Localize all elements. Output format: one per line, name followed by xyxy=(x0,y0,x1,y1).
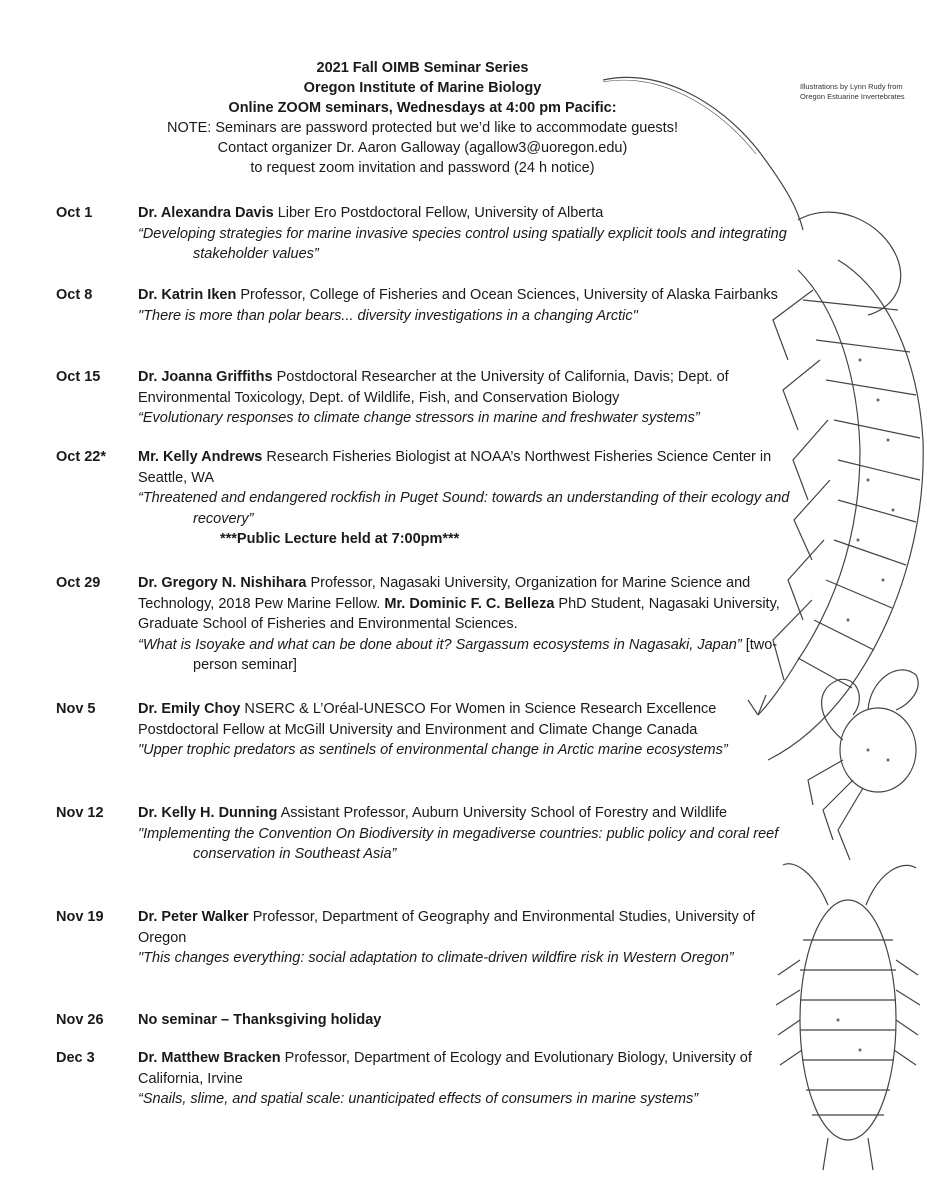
note-line: NOTE: Seminars are password protected but we’d like to accommodate guests! xyxy=(167,120,678,136)
seminar-date: Dec 3 xyxy=(56,1050,95,1066)
speaker-line xyxy=(138,203,793,224)
seminar-date: Oct 8 xyxy=(56,287,93,303)
seminar-details xyxy=(138,1048,793,1110)
contact-line: Contact organizer Dr. Aaron Galloway (agallow3@uoregon.edu) xyxy=(217,140,628,156)
talk-title: "There is more than polar bears... diversity investigations in a changing Arctic" xyxy=(138,307,638,324)
speaker-line xyxy=(138,285,793,306)
seminar-date: Nov 5 xyxy=(56,701,96,717)
seminar-date: Oct 22* xyxy=(56,449,106,465)
speaker-affiliation: Postdoctoral Researcher at the University of California, Davis; Dept. of Environmental Toxicology, Dept. of Wildlife, Fish, and Conservation Biology xyxy=(138,369,729,406)
speaker-line xyxy=(138,367,793,408)
second-speaker-affiliation: PhD Student, Nagasaki University, Graduate School of Fisheries and Environmental Sciences. xyxy=(138,595,780,632)
seminar-details xyxy=(138,573,793,676)
speaker-line xyxy=(138,803,793,824)
request-line: to request zoom invitation and password (24 h notice) xyxy=(250,160,595,176)
seminar-date: Nov 26 xyxy=(56,1012,104,1028)
speaker-name: Dr. Joanna Griffiths xyxy=(138,369,273,385)
speaker-name: Mr. Kelly Andrews xyxy=(138,449,263,465)
speaker-name: Dr. Alexandra Davis xyxy=(138,205,274,221)
speaker-affiliation: Assistant Professor, Auburn University School of Forestry and Wildlife xyxy=(277,805,728,821)
series-title: 2021 Fall OIMB Seminar Series xyxy=(316,60,529,76)
talk-format-note: [two-person seminar] xyxy=(193,636,778,673)
seminar-details xyxy=(138,203,793,265)
seminar-details xyxy=(138,447,793,550)
talk-title: “What is Isoyake and what can be done about it? Sargassum ecosystems in Nagasaki, Japan” xyxy=(138,636,742,653)
talk-title: “Threatened and endangered rockfish in Puget Sound: towards an understanding of their ecology and recovery” xyxy=(138,490,790,527)
speaker-affiliation: Research Fisheries Biologist at NOAA’s Northwest Fisheries Science Center in Seattle, WA xyxy=(138,449,772,486)
speaker-name: Dr. Peter Walker xyxy=(138,909,249,925)
seminar-date: Oct 15 xyxy=(56,369,101,385)
speaker-name: Dr. Emily Choy xyxy=(138,701,241,717)
seminar-details xyxy=(138,285,793,326)
illustration-credit xyxy=(800,82,920,102)
speaker-name: Dr. Katrin Iken xyxy=(138,287,237,303)
institute-name: Oregon Institute of Marine Biology xyxy=(303,80,542,96)
speaker-affiliation: Professor, Department of Geography and Environmental Studies, University of Oregon xyxy=(138,909,755,946)
talk-title: “Snails, slime, and spatial scale: unanticipated effects of consumers in marine systems” xyxy=(138,1091,699,1107)
speaker-name: Dr. Matthew Bracken xyxy=(138,1050,281,1066)
speaker-affiliation: Professor, Nagasaki University, Organization for Marine Science and Technology, 2018 Pew Marine Fellow. xyxy=(138,575,751,612)
speaker-affiliation: Liber Ero Postdoctoral Fellow, University of Alberta xyxy=(273,205,604,221)
credit-line-2: Oregon Estuarine Invertebrates xyxy=(800,92,905,101)
seminar-details xyxy=(138,699,793,761)
seminar-details xyxy=(138,1010,793,1031)
schedule-line: Online ZOOM seminars, Wednesdays at 4:00 pm Pacific: xyxy=(228,100,617,116)
seminar-date: Nov 19 xyxy=(56,909,104,925)
seminar-details xyxy=(138,803,793,865)
speaker-affiliation: Professor, Department of Ecology and Evolutionary Biology, University of California, Irvine xyxy=(138,1050,752,1087)
speaker-line xyxy=(138,1048,793,1089)
speaker-name: Dr. Gregory N. Nishihara xyxy=(138,575,307,591)
speaker-affiliation: NSERC & L’Oréal-UNESCO For Women in Science Research Excellence Postdoctoral Fellow at McGill University and Environment and Climate Change Canada xyxy=(138,701,717,738)
seminar-details xyxy=(138,907,793,969)
talk-title: "Implementing the Convention On Biodiversity in megadiverse countries: public policy and coral reef conservation in Southeast Asia” xyxy=(138,825,779,862)
seminar-details xyxy=(138,367,793,429)
speaker-line xyxy=(138,447,793,488)
flyer-header xyxy=(150,58,695,178)
seminar-date: Oct 1 xyxy=(56,205,93,221)
second-speaker-name: Mr. Dominic F. C. Belleza xyxy=(384,595,555,612)
credit-line-1: Illustrations by Lynn Rudy from xyxy=(800,82,903,91)
talk-title-block xyxy=(138,635,793,676)
talk-title: “Evolutionary responses to climate change stressors in marine and freshwater systems” xyxy=(138,410,700,426)
speaker-line xyxy=(138,699,793,740)
public-lecture-note: ***Public Lecture held at 7:00pm*** xyxy=(220,531,460,547)
seminar-date: Nov 12 xyxy=(56,805,104,821)
speaker-line xyxy=(138,573,793,635)
talk-title: "This changes everything: social adaptation to climate-driven wildfire risk in Western Oregon” xyxy=(138,950,734,966)
speaker-line xyxy=(138,907,793,948)
speaker-name: Dr. Kelly H. Dunning xyxy=(138,805,278,821)
talk-title: "Upper trophic predators as sentinels of environmental change in Arctic marine ecosystems” xyxy=(138,742,728,758)
no-seminar-note: No seminar – Thanksgiving holiday xyxy=(138,1012,382,1028)
seminar-date: Oct 29 xyxy=(56,575,101,591)
talk-title: “Developing strategies for marine invasive species control using spatially explicit tools and integrating stakeholder values” xyxy=(138,225,787,262)
speaker-affiliation: Professor, College of Fisheries and Ocean Sciences, University of Alaska Fairbanks xyxy=(236,287,778,303)
